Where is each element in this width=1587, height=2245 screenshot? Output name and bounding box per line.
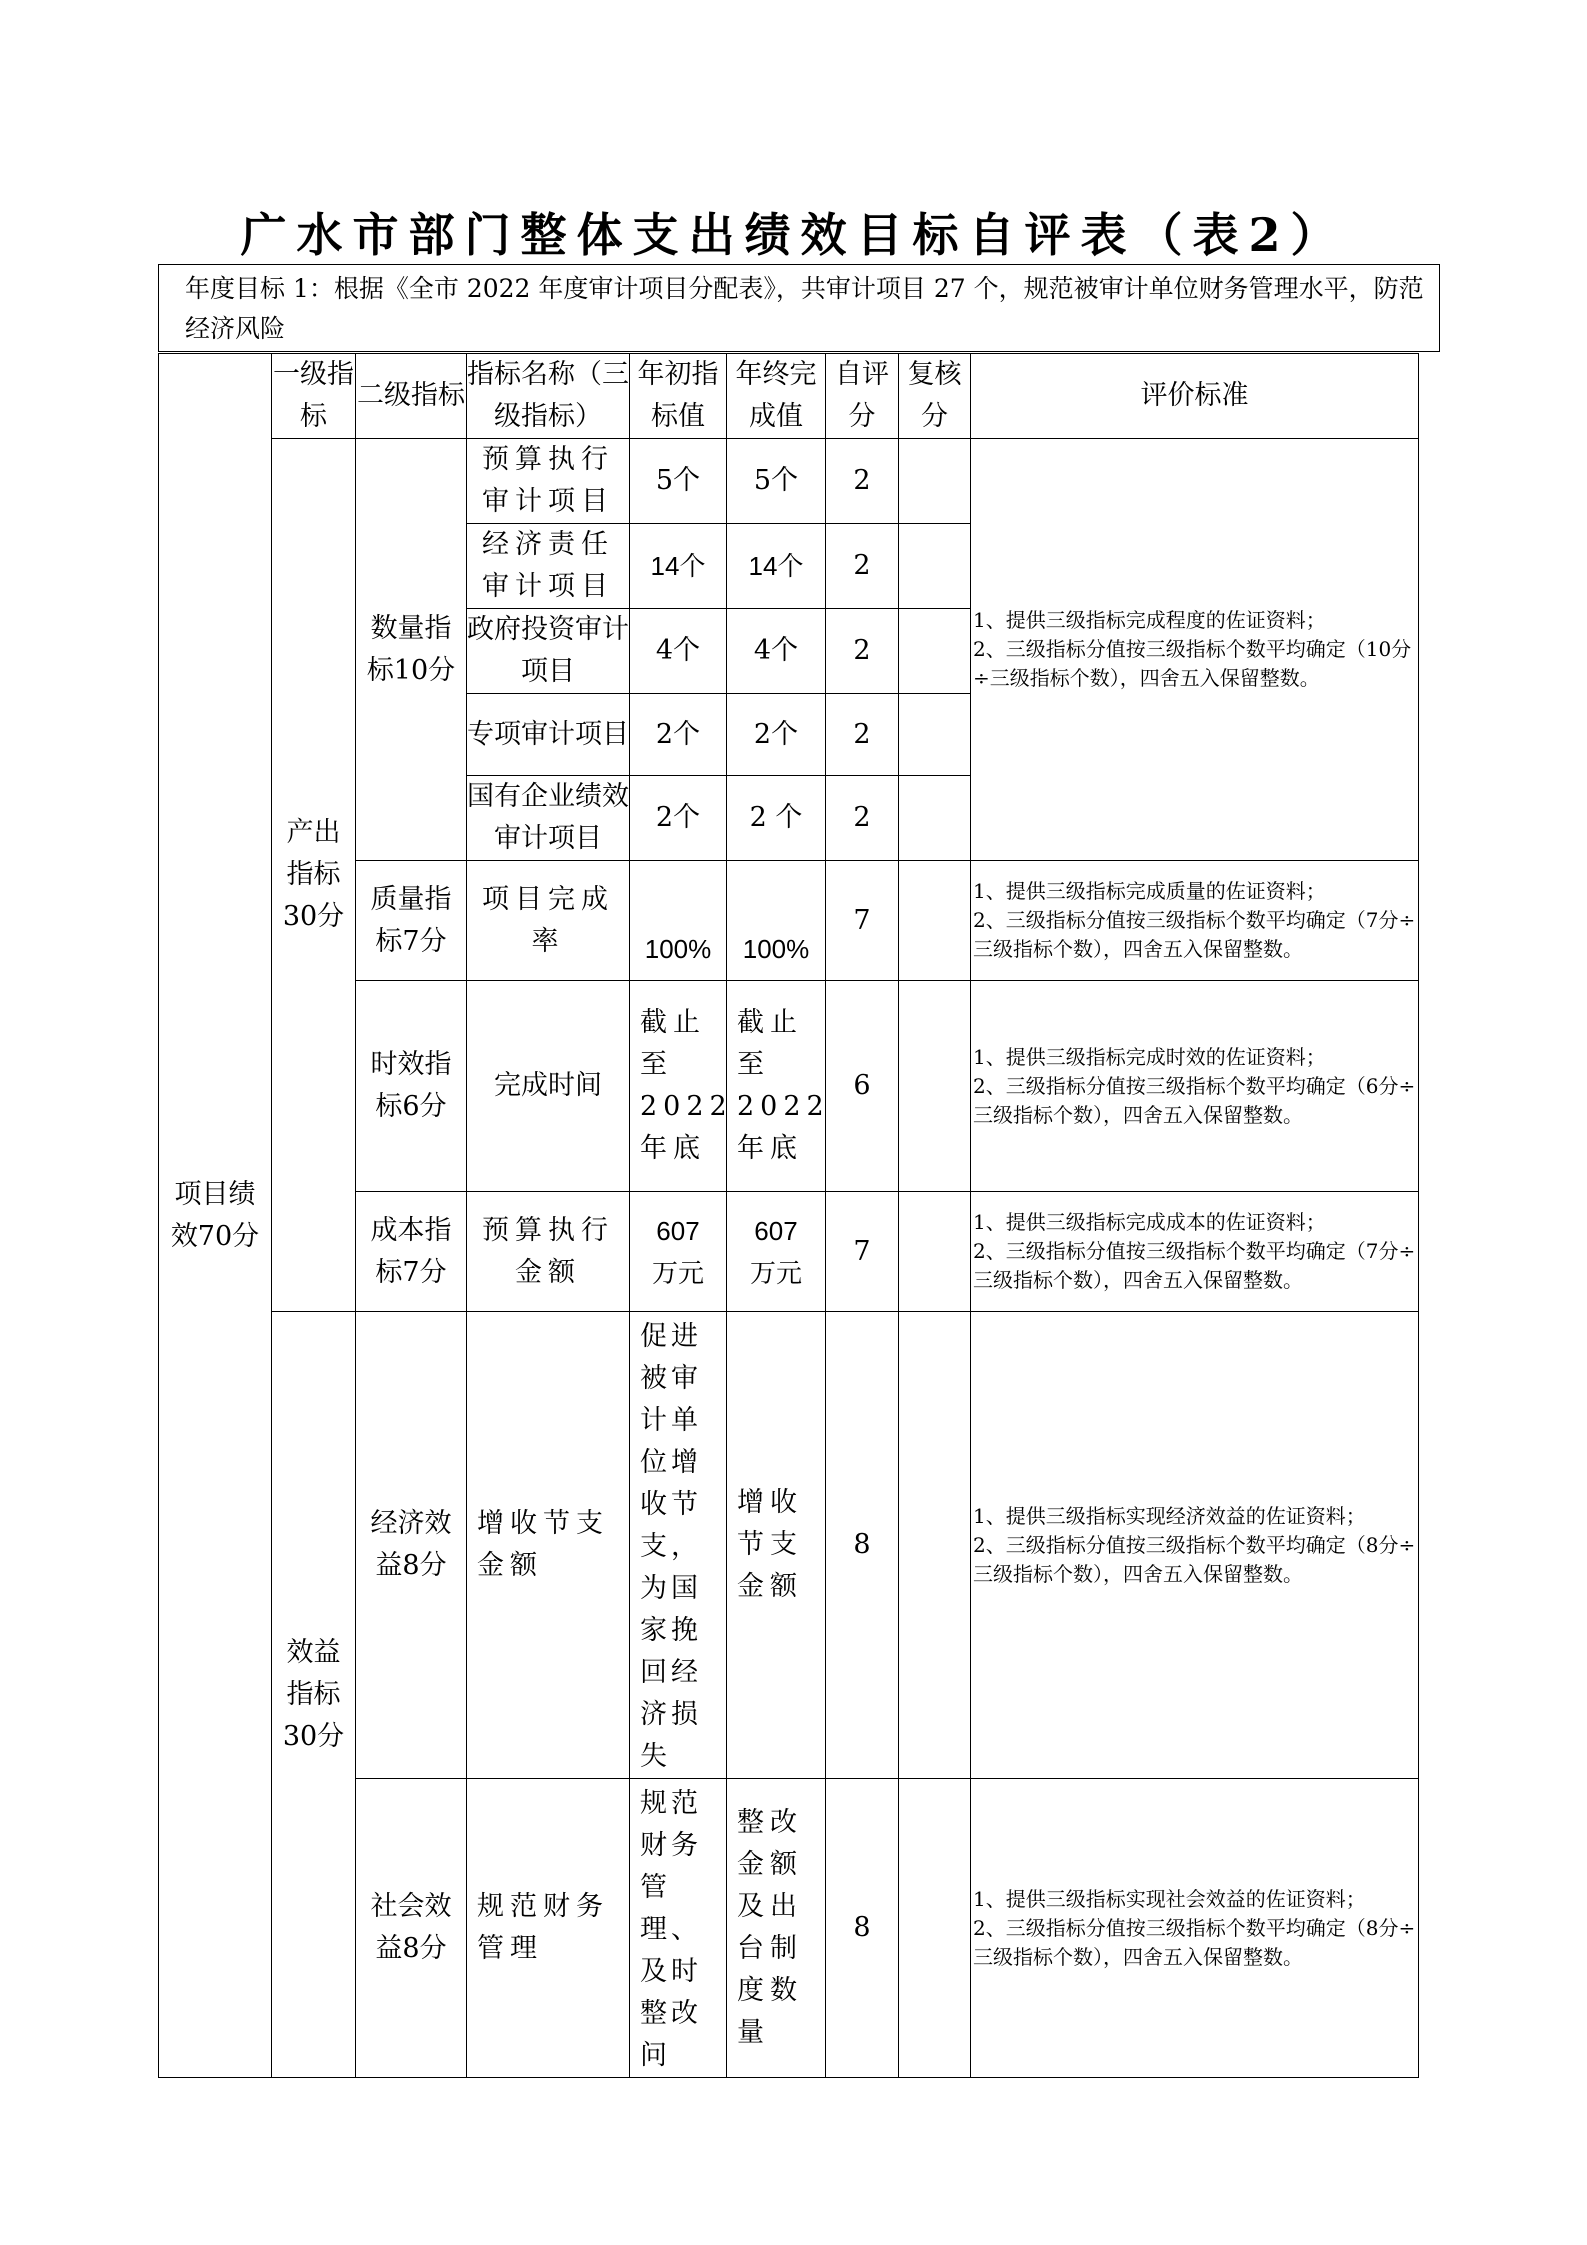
review-score (899, 981, 971, 1192)
review-score (899, 694, 971, 776)
initial-value: 5个 (630, 439, 727, 524)
table-row (159, 1312, 1419, 1779)
indicator-name: 规范财务管理 (467, 1779, 630, 2078)
benefit-category-label: 效益指标30分 (282, 1636, 345, 1752)
initial-value: 100% (630, 861, 727, 981)
economic-label-text: 经济效益8分 (370, 1508, 452, 1581)
self-score: 7 (826, 1192, 899, 1312)
initial-value: 14个 (630, 524, 727, 609)
indicator-name: 预算执行审计项目 (467, 439, 630, 524)
cost-label (356, 1192, 467, 1312)
quality-label-text: 质量指标7分 (370, 883, 452, 957)
review-score (899, 776, 971, 861)
header-initial: 年初指标值 (630, 354, 727, 439)
social-label-text: 社会效益8分 (370, 1891, 452, 1964)
final-value: 增收节支金额 (727, 1312, 826, 1779)
self-score: 2 (826, 776, 899, 861)
final-value: 4个 (727, 609, 826, 694)
self-score: 2 (826, 439, 899, 524)
indicator-name: 政府投资审计项目 (467, 609, 630, 694)
header-level2: 二级指标 (356, 354, 467, 439)
page-title: 广水市部门整体支出绩效目标自评表（表2） (240, 208, 1347, 262)
review-score (899, 439, 971, 524)
final-value: 100% (727, 861, 826, 981)
final-value: 截止至2022年底 (727, 981, 826, 1192)
timeliness-criteria: 1、提供三级指标完成时效的佐证资料； 2、三级指标分值按三级指标个数平均确定（6分÷三级指标个数），四舍五入保留整数。 (971, 981, 1419, 1192)
header-level1: 一级指标 (272, 354, 356, 439)
final-value: 2 个 (727, 776, 826, 861)
header-level3: 指标名称（三级指标） (467, 354, 630, 439)
review-score (899, 524, 971, 609)
initial-value: 规范财务管理、及时整改问 (630, 1779, 727, 2078)
header-self-score: 自评分 (826, 354, 899, 439)
table-row (159, 439, 1419, 524)
final-value: 2个 (727, 694, 826, 776)
header-review-score: 复核分 (899, 354, 971, 439)
cost-label-text: 成本指标7分 (370, 1214, 452, 1288)
self-score: 8 (826, 1312, 899, 1779)
self-score: 2 (826, 609, 899, 694)
quality-criteria: 1、提供三级指标完成质量的佐证资料； 2、三级指标分值按三级指标个数平均确定（7分÷三级指标个数），四舍五入保留整数。 (971, 861, 1419, 981)
review-score (899, 1312, 971, 1779)
final-value: 整改金额及出台制度数量 (727, 1779, 826, 2078)
timeliness-label (356, 981, 467, 1192)
indicator-name: 经济责任审计项目 (467, 524, 630, 609)
indicator-name: 项目完成率 (467, 861, 630, 981)
evaluation-table (158, 353, 1419, 2078)
top-category-cell (159, 354, 272, 2078)
social-criteria: 1、提供三级指标实现社会效益的佐证资料； 2、三级指标分值按三级指标个数平均确定（8分÷三级指标个数），四舍五入保留整数。 (971, 1779, 1419, 2078)
indicator-name: 增收节支金额 (467, 1312, 630, 1779)
review-score (899, 1192, 971, 1312)
initial-value: 促进被审计单位增收节支，为国家挽回经济损失 (630, 1312, 727, 1779)
quantity-criteria: 1、提供三级指标完成程度的佐证资料； 2、三级指标分值按三级指标个数平均确定（10分÷三级指标个数），四舍五入保留整数。 (971, 439, 1419, 861)
indicator-name: 完成时间 (467, 981, 630, 1192)
self-score: 2 (826, 524, 899, 609)
economic-criteria: 1、提供三级指标实现经济效益的佐证资料； 2、三级指标分值按三级指标个数平均确定（8分÷三级指标个数），四舍五入保留整数。 (971, 1312, 1419, 1779)
self-score: 7 (826, 861, 899, 981)
economic-label (356, 1312, 467, 1779)
review-score (899, 861, 971, 981)
final-value: 5个 (727, 439, 826, 524)
timeliness-label-text: 时效指标6分 (370, 1049, 452, 1122)
initial-value: 607万元 (630, 1192, 727, 1312)
quality-label (356, 861, 467, 981)
header-final: 年终完成值 (727, 354, 826, 439)
initial-value: 截止至2022年底 (630, 981, 727, 1192)
self-score: 6 (826, 981, 899, 1192)
final-value: 14个 (727, 524, 826, 609)
initial-value: 2个 (630, 776, 727, 861)
social-label (356, 1779, 467, 2078)
initial-value: 2个 (630, 694, 727, 776)
self-score: 2 (826, 694, 899, 776)
quantity-label-text: 数量指标10分 (366, 612, 456, 686)
header-criteria: 评价标准 (971, 354, 1419, 439)
header-row (159, 354, 1419, 439)
quantity-label (356, 439, 467, 861)
indicator-name: 专项审计项目 (467, 694, 630, 776)
indicator-name: 国有企业绩效审计项目 (467, 776, 630, 861)
review-score (899, 609, 971, 694)
final-value: 607万元 (727, 1192, 826, 1312)
self-score: 8 (826, 1779, 899, 2078)
initial-value: 4个 (630, 609, 727, 694)
top-category: 项目绩效70分 (170, 1178, 260, 1252)
output-category (272, 439, 356, 1312)
benefit-category (272, 1312, 356, 2078)
indicator-name: 预算执行金额 (467, 1192, 630, 1312)
annual-goal: 年度目标 1：根据《全市 2022 年度审计项目分配表》，共审计项目 27 个，规范被审计单位财务管理水平，防范经济风险 (158, 264, 1440, 352)
output-category-label: 产出指标30分 (282, 817, 345, 932)
review-score (899, 1779, 971, 2078)
cost-criteria: 1、提供三级指标完成成本的佐证资料； 2、三级指标分值按三级指标个数平均确定（7分÷三级指标个数），四舍五入保留整数。 (971, 1192, 1419, 1312)
